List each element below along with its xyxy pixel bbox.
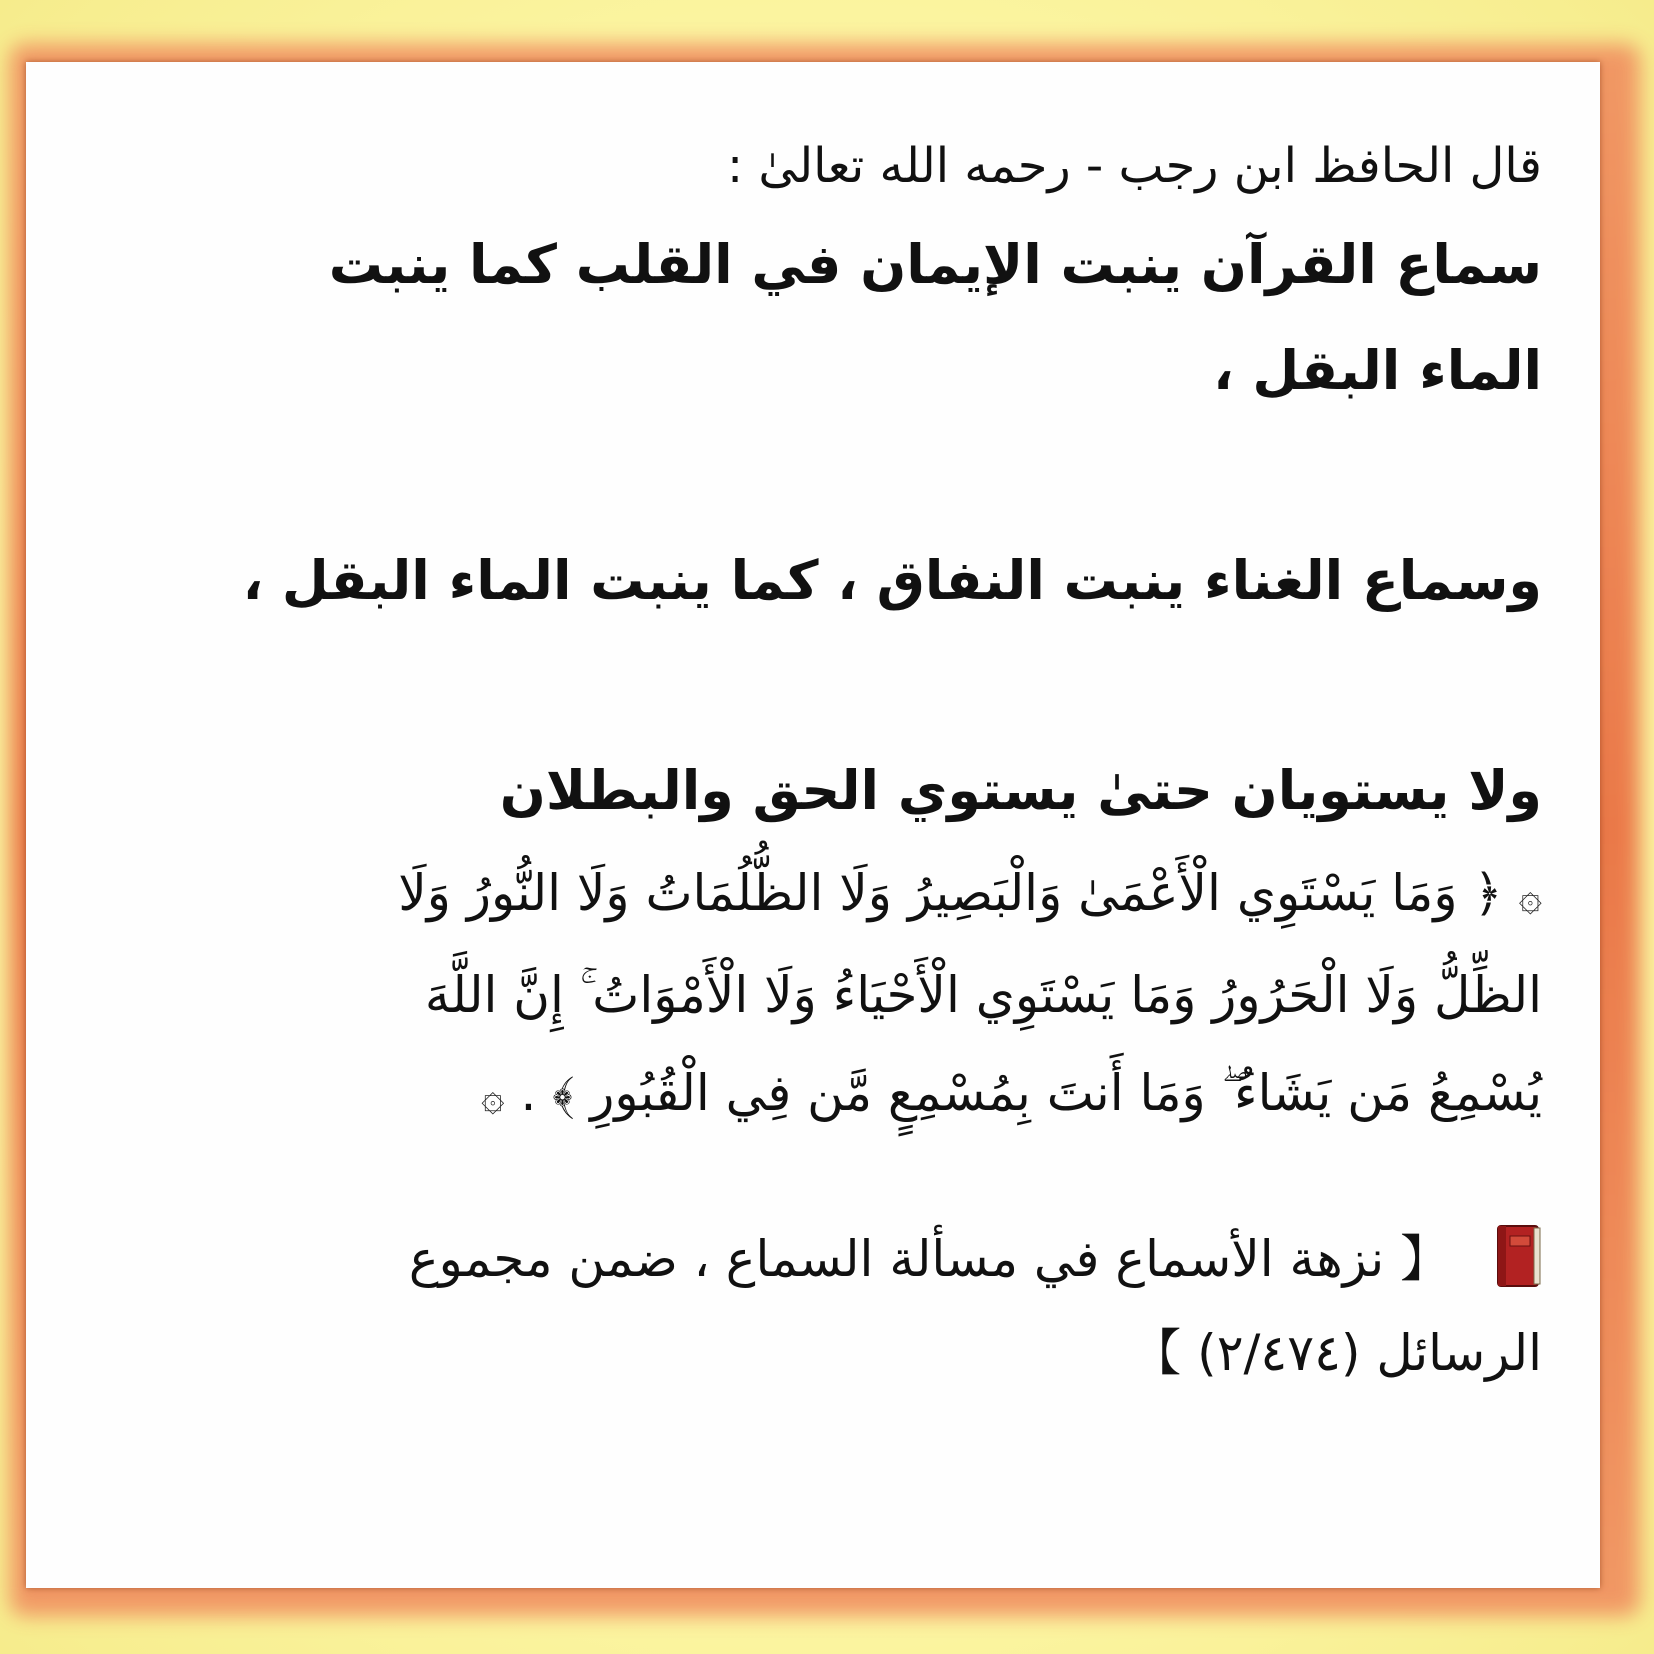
quote-intro: قال الحافظ ابن رجب - رحمه الله تعالىٰ : [727,138,1542,194]
ayah-ornament-icon: ۞ [481,1074,505,1120]
spacer [130,1146,1542,1212]
quote-line-4: ولا يستويان حتىٰ يستوي الحق والبطلان [499,759,1542,822]
ayah-line-1 [130,844,1542,946]
ayah-line-2: الظِّلُّ وَلَا الْحَرُورُ وَمَا يَسْتَوِي الْأَحْيَاءُ وَلَا الْأَمْوَاتُ ۚ إِنَّ اللَّهَ [424,966,1542,1024]
ayah-line-3 [130,1044,1542,1146]
quote-line-1: سماع القرآن ينبت الإيمان في القلب كما ينبت [328,233,1542,296]
ayah-text-1: ﴿ وَمَا يَسْتَوِي الْأَعْمَىٰ وَالْبَصِيرُ وَلَا الظُّلُمَاتُ وَلَا النُّورُ وَلَا [398,864,1503,922]
source-text-1: 【 نزهة الأسماع في مسألة السماع ، ضمن مجموع [408,1230,1451,1288]
ayah-text-3: يُسْمِعُ مَن يَشَاءُ ۖ وَمَا أَنتَ بِمُسْمِعٍ مَّن فِي الْقُبُورِ ﴾ . [520,1064,1542,1122]
source-line-1 [130,1212,1542,1306]
spacer [130,634,1542,738]
ayah-ornament-icon: ۞ [1518,874,1542,920]
source-line-2: الرسائل (٢/٤٧٤) 】 [1131,1324,1542,1382]
quote-content [130,120,1542,1400]
red-book-icon [1496,1224,1542,1288]
quote-line-2: الماء البقل ، [1213,339,1542,402]
quote-line-3: وسماع الغناء ينبت النفاق ، كما ينبت الماء البقل ، [242,549,1542,612]
spacer [130,424,1542,528]
